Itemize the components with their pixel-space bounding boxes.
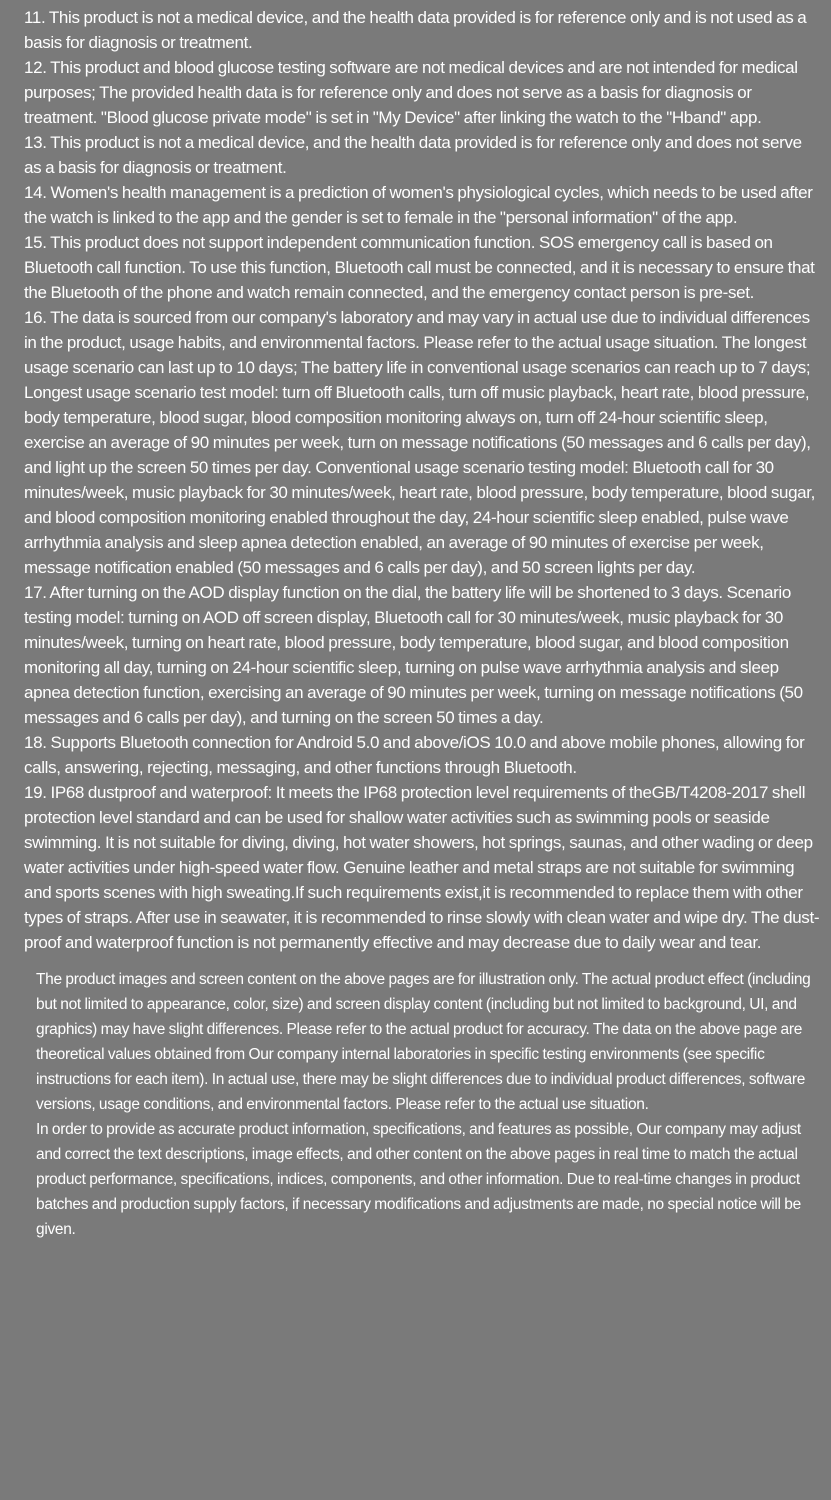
note-15: 15. This product does not support independent communication function. SOS emergency call is based on Bluetooth call function. To use this function, Bluetooth call must be connected, and it is necessary to ensure that the Bluetooth of the phone and watch remain connected, and the emergency contact person is pre-set.	[24, 233, 815, 302]
note-14: 14. Women's health management is a prediction of women's physiological cycles, which needs to be used after the watch is linked to the app and the gender is set to female in the "personal information" of the app.	[24, 183, 813, 227]
note-18: 18. Supports Bluetooth connection for Android 5.0 and above/iOS 10.0 and above mobile phones, allowing for calls, answering, rejecting, messaging, and other functions through Bluetooth.	[24, 733, 805, 777]
note-16: 16. The data is sourced from our company's laboratory and may vary in actual use due to individual differences in the product, usage habits, and environmental factors. Please refer to the actual usage situation. The longest usage scenario can last up to 10 days; The battery life in conventional usage scenarios can reach up to 7 days; Longest usage scenario test model: turn off Bluetooth calls, turn off music playback, heart rate, blood pressure, body temperature, blood sugar, blood composition monitoring always on, turn off 24-hour scientific sleep, exercise an average of 90 minutes per week, turn on message notifications (50 messages and 6 calls per day), and light up the screen 50 times per day. Conventional usage scenario testing model: Bluetooth call for 30 minutes/week, music playback for 30 minutes/week, heart rate, blood pressure, body temperature, blood sugar, and blood composition monitoring enabled throughout the day, 24-hour scientific sleep enabled, pulse wave arrhythmia analysis and sleep apnea detection enabled, an average of 90 minutes of exercise per week, message notification enabled (50 messages and 6 calls per day), and 50 screen lights per day.	[24, 308, 816, 577]
note-12: 12. This product and blood glucose testing software are not medical devices and are not intended for medical purposes; The provided health data is for reference only and does not serve as a basis for diagnosis or treatment. "Blood glucose private mode" is set in "My Device" after linking the watch to the "Hband" app.	[24, 58, 798, 127]
note-19: 19. IP68 dustproof and waterproof: It meets the IP68 protection level requirements of theGB/T4208-2017 shell protection level standard and can be used for shallow water activities such as swimming pools or seaside swimming. It is not suitable for diving, diving, hot water showers, hot springs, saunas, and other wading or deep water activities under high-speed water flow. Genuine leather and metal straps are not suitable for swimming and sports scenes with high sweating.If such requirements exist,it is recommended to replace them with other types of straps. After use in seawater, it is recommended to rinse slowly with clean water and wipe dry. The dust-proof and waterproof function is not permanently effective and may decrease due to daily wear and tear.	[24, 783, 820, 952]
disclaimer-paragraph-illustration: The product images and screen content on the above pages are for illustration only. The actual product effect (including but not limited to appearance, color, size) and screen display content (including but not limited to background, UI, and graphics) may have slight differences. Please refer to the actual product for accuracy. The data on the above page are theoretical values obtained from Our company internal laboratories in specific testing environments (see specific instructions for each item). In actual use, there may be slight differences due to individual product differences, software versions, usage conditions, and environmental factors. Please refer to the actual use situation.	[36, 971, 811, 1113]
numbered-notes	[24, 5, 821, 955]
disclaimer-block	[24, 967, 821, 1242]
note-13: 13. This product is not a medical device, and the health data provided is for reference only and does not serve as a basis for diagnosis or treatment.	[24, 133, 802, 177]
disclaimer-paragraph-adjustments: In order to provide as accurate product information, specifications, and features as possible, Our company may adjust and correct the text descriptions, image effects, and other content on the above pages in real time to match the actual product performance, specifications, indices, components, and other information. Due to real-time changes in product batches and production supply factors, if necessary modifications and adjustments are made, no special notice will be given.	[36, 1121, 801, 1238]
note-17: 17. After turning on the AOD display function on the dial, the battery life will be shortened to 3 days. Scenario testing model: turning on AOD off screen display, Bluetooth call for 30 minutes/week, music playback for 30 minutes/week, turning on heart rate, blood pressure, body temperature, blood sugar, and blood composition monitoring all day, turning on 24-hour scientific sleep, turning on pulse wave arrhythmia analysis and sleep apnea detection function, exercising an average of 90 minutes per week, turning on message notifications (50 messages and 6 calls per day), and turning on the screen 50 times a day.	[24, 583, 803, 727]
note-11: 11. This product is not a medical device, and the health data provided is for reference only and is not used as a basis for diagnosis or treatment.	[24, 8, 807, 52]
